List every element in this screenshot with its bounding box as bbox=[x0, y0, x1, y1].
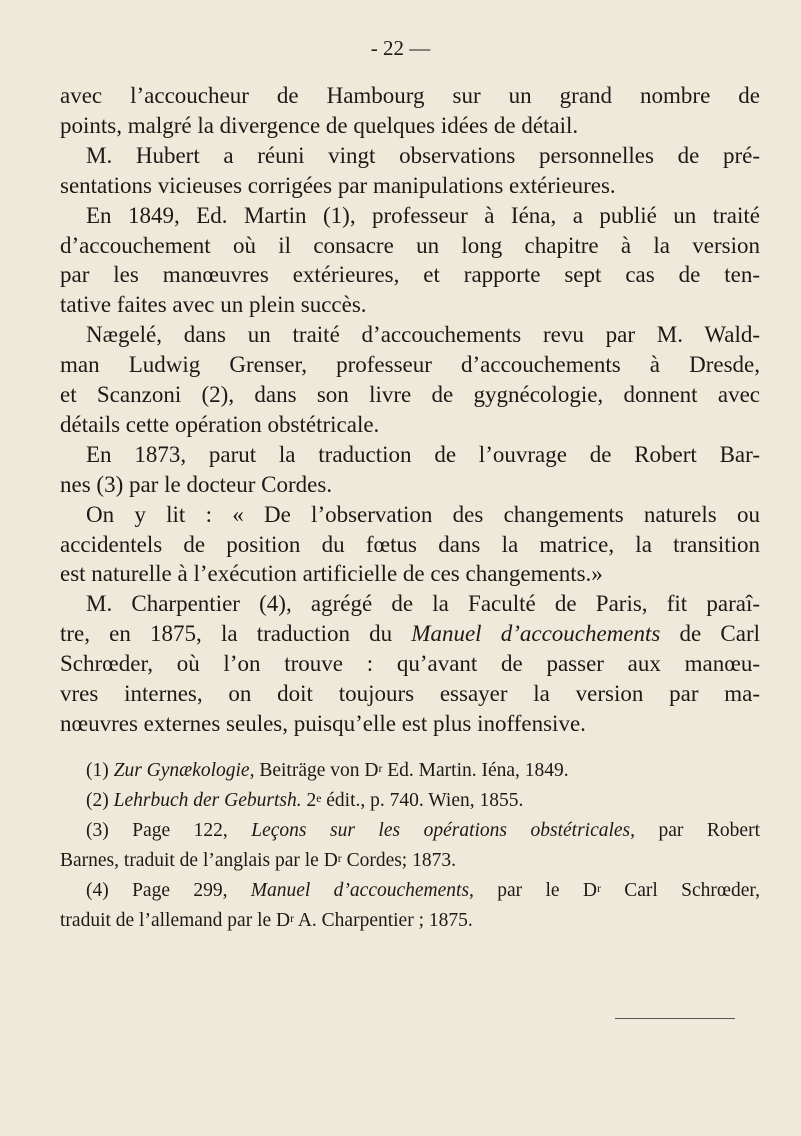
text-segment: En 1849, Ed. Martin (1), professeur à Iéna, a publié un traité bbox=[86, 202, 760, 228]
text-segment: (3) Page 122, bbox=[86, 820, 252, 841]
text-segment: Beiträge von D bbox=[254, 760, 379, 781]
text-segment: M. Hubert a réuni vingt observations personnelles de pré- bbox=[86, 142, 760, 168]
body-line bbox=[60, 261, 760, 289]
text-segment: Cordes; 1873. bbox=[341, 850, 456, 871]
text-segment: On y lit : « De l’observation des changements naturels ou bbox=[86, 501, 760, 527]
body-line bbox=[60, 590, 760, 618]
text-segment: M. Charpentier (4), agrégé de la Faculté de Paris, fit paraî- bbox=[86, 591, 760, 617]
text-segment: vres internes, on doit toujours essayer la version par ma- bbox=[60, 681, 760, 706]
body-line bbox=[60, 291, 760, 319]
body-line bbox=[60, 501, 760, 529]
body-line bbox=[60, 710, 760, 738]
text-segment: est naturelle à l’exécution artificielle de ces changements.» bbox=[60, 561, 603, 587]
closing-rule bbox=[615, 1018, 735, 1019]
text-segment: man Ludwig Grenser, professeur d’accouchements à Dresde, bbox=[60, 352, 760, 378]
footnote-line bbox=[60, 757, 760, 785]
body-line bbox=[60, 321, 760, 349]
text-segment: par Robert bbox=[635, 820, 760, 841]
body-line bbox=[60, 82, 760, 110]
text-segment: accidentels de position du fœtus dans la matrice, la transition bbox=[60, 531, 760, 557]
body-line bbox=[60, 411, 760, 439]
body-line bbox=[60, 650, 760, 678]
text-segment: sentations vicieuses corrigées par manipulations extérieures. bbox=[60, 172, 616, 198]
text-segment: nes (3) par le docteur Cordes. bbox=[60, 471, 333, 497]
italic-title: Manuel d’accouchements bbox=[411, 621, 661, 647]
body-line bbox=[60, 232, 760, 260]
text-segment: et Scanzoni (2), dans son livre de gygnécologie, donnent avec bbox=[60, 382, 760, 407]
text-segment: En 1873, parut la traduction de l’ouvrage de Robert Bar- bbox=[86, 441, 760, 467]
superscript: r bbox=[378, 762, 383, 775]
page-number: - 22 — bbox=[370, 36, 431, 60]
text-segment: tre, en 1875, la traduction du bbox=[60, 621, 412, 647]
body-line bbox=[60, 142, 760, 170]
text-segment: A. Charpentier ; 1875. bbox=[294, 910, 473, 931]
footnote-line bbox=[60, 907, 760, 935]
superscript: r bbox=[597, 882, 601, 895]
superscript: r bbox=[290, 912, 295, 925]
body-line bbox=[60, 172, 760, 200]
text-segment: (1) bbox=[86, 760, 114, 781]
superscript: r bbox=[337, 852, 342, 865]
footnote-line bbox=[60, 817, 760, 845]
text-segment: de Carl bbox=[660, 621, 760, 647]
text-segment: points, malgré la divergence de quelques idées de détail. bbox=[60, 112, 579, 138]
text-segment: (4) Page 299, bbox=[86, 880, 251, 901]
text-segment: nœuvres externes seules, puisqu’elle est plus inoffensive. bbox=[60, 710, 586, 736]
body-line bbox=[60, 531, 760, 559]
italic-title: Manuel d’accouchements, bbox=[250, 880, 474, 901]
text-segment: Nægelé, dans un traité d’accouchements revu par M. Wald- bbox=[86, 322, 760, 348]
body-line bbox=[60, 441, 760, 469]
italic-title: Leçons sur les opérations obstétricales, bbox=[251, 820, 636, 841]
text-segment: 2 bbox=[301, 790, 317, 811]
body-line bbox=[60, 560, 760, 588]
footnote-line bbox=[60, 787, 760, 815]
text-segment: édit., p. 740. Wien, 1855. bbox=[321, 790, 524, 811]
body-line bbox=[60, 471, 760, 499]
text-segment: par le D bbox=[473, 880, 597, 901]
text-segment: détails cette opération obstétricale. bbox=[60, 411, 380, 437]
text-segment: traduit de l’allemand par le D bbox=[60, 910, 291, 931]
body-line bbox=[60, 112, 760, 140]
text-segment: par les manœuvres extérieures, et rapporte sept cas de ten- bbox=[60, 262, 760, 288]
text-segment: Barnes, traduit de l’anglais par le D bbox=[60, 850, 338, 871]
italic-title: Zur Gynækologie, bbox=[113, 760, 255, 781]
footnote-line bbox=[60, 877, 760, 905]
body-line bbox=[60, 351, 760, 379]
text-segment: Carl Schrœder, bbox=[600, 880, 760, 901]
text-segment: tative faites avec un plein succès. bbox=[60, 292, 367, 318]
text-segment: avec l’accoucheur de Hambourg sur un grand nombre de bbox=[60, 83, 760, 108]
body-line bbox=[60, 620, 760, 648]
body-line bbox=[60, 381, 760, 409]
text-segment: d’accouchement où il consacre un long chapitre à la version bbox=[60, 232, 760, 258]
body-line bbox=[60, 202, 760, 230]
superscript: e bbox=[316, 792, 322, 805]
body-line bbox=[60, 680, 760, 708]
footnote-line bbox=[60, 847, 760, 875]
italic-title: Lehrbuch der Geburtsh. bbox=[113, 790, 302, 811]
text-segment: Schrœder, où l’on trouve : qu’avant de passer aux manœu- bbox=[60, 651, 760, 677]
text-segment: Ed. Martin. Iéna, 1849. bbox=[382, 760, 569, 781]
text-segment: (2) bbox=[86, 790, 114, 811]
